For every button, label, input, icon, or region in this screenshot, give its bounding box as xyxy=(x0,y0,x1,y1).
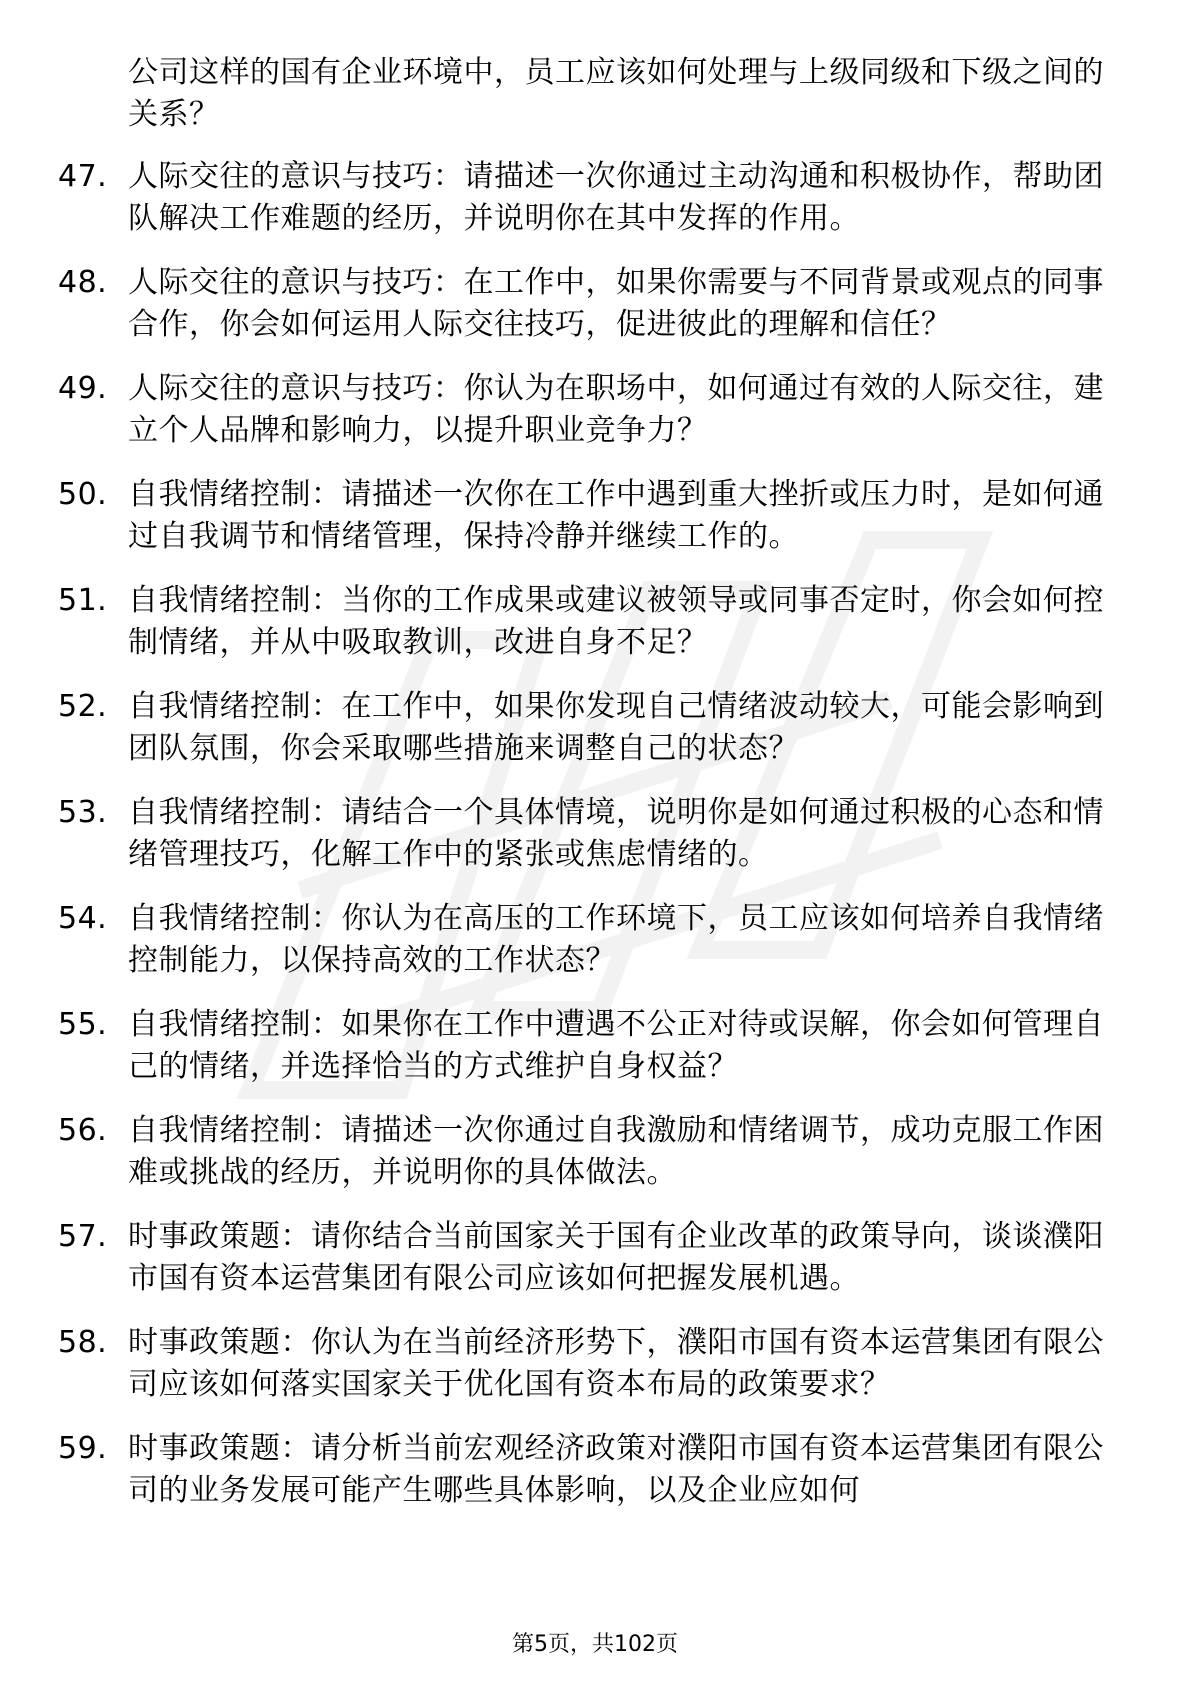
page-footer: 第5页，共102页 xyxy=(512,1632,678,1657)
question-text: 自我情绪控制：请描述一次你通过自我激励和情绪调节，成功克服工作困难或挑战的经历，并说明你的具体做法。 xyxy=(128,1113,1104,1190)
question-item xyxy=(0,474,1190,558)
question-list xyxy=(0,156,1190,1512)
question-number: 57. xyxy=(58,1219,108,1254)
continuation-paragraph: 公司这样的国有企业环境中，员工应该如何处理与上级同级和下级之间的关系？ xyxy=(128,55,1104,132)
question-text: 人际交往的意识与技巧：请描述一次你通过主动沟通和积极协作，帮助团队解决工作难题的经历，并说明你在其中发挥的作用。 xyxy=(128,159,1104,236)
question-text: 时事政策题：你认为在当前经济形势下，濮阳市国有资本运营集团有限公司应该如何落实国家关于优化国有资本布局的政策要求？ xyxy=(128,1325,1104,1402)
question-item xyxy=(0,368,1190,452)
question-item xyxy=(0,1322,1190,1406)
question-item xyxy=(0,1110,1190,1194)
question-text: 自我情绪控制：你认为在高压的工作环境下，员工应该如何培养自我情绪控制能力，以保持高效的工作状态？ xyxy=(128,901,1104,978)
question-item xyxy=(0,686,1190,770)
question-number: 56. xyxy=(58,1113,108,1148)
question-item xyxy=(0,792,1190,876)
question-item xyxy=(0,1004,1190,1088)
question-number: 53. xyxy=(58,795,108,830)
question-number: 58. xyxy=(58,1325,108,1360)
question-item xyxy=(0,156,1190,240)
question-text: 自我情绪控制：请结合一个具体情境，说明你是如何通过积极的心态和情绪管理技巧，化解工作中的紧张或焦虑情绪的。 xyxy=(128,795,1104,872)
question-number: 52. xyxy=(58,689,108,724)
question-item xyxy=(0,580,1190,664)
question-number: 47. xyxy=(58,159,108,194)
question-text: 人际交往的意识与技巧：在工作中，如果你需要与不同背景或观点的同事合作，你会如何运用人际交往技巧，促进彼此的理解和信任？ xyxy=(128,265,1104,342)
question-text: 自我情绪控制：当你的工作成果或建议被领导或同事否定时，你会如何控制情绪，并从中吸取教训，改进自身不足？ xyxy=(128,583,1104,660)
question-number: 49. xyxy=(58,371,108,406)
question-number: 59. xyxy=(58,1431,108,1466)
question-number: 48. xyxy=(58,265,108,300)
question-item xyxy=(0,898,1190,982)
question-text: 自我情绪控制：请描述一次你在工作中遇到重大挫折或压力时，是如何通过自我调节和情绪管理，保持冷静并继续工作的。 xyxy=(128,477,1104,554)
question-number: 50. xyxy=(58,477,108,512)
question-number: 51. xyxy=(58,583,108,618)
question-item xyxy=(0,262,1190,346)
question-text: 人际交往的意识与技巧：你认为在职场中，如何通过有效的人际交往，建立个人品牌和影响力，以提升职业竞争力？ xyxy=(128,371,1104,448)
question-text: 时事政策题：请你结合当前国家关于国有企业改革的政策导向，谈谈濮阳市国有资本运营集团有限公司应该如何把握发展机遇。 xyxy=(128,1219,1104,1296)
question-text: 自我情绪控制：如果你在工作中遭遇不公正对待或误解，你会如何管理自己的情绪，并选择恰当的方式维护自身权益？ xyxy=(128,1007,1104,1084)
question-number: 54. xyxy=(58,901,108,936)
question-text: 自我情绪控制：在工作中，如果你发现自己情绪波动较大，可能会影响到团队氛围，你会采取哪些措施来调整自己的状态？ xyxy=(128,689,1104,766)
question-item xyxy=(0,1428,1190,1512)
question-item xyxy=(0,1216,1190,1300)
question-text: 时事政策题：请分析当前宏观经济政策对濮阳市国有资本运营集团有限公司的业务发展可能产生哪些具体影响，以及企业应如何 xyxy=(128,1431,1104,1508)
question-number: 55. xyxy=(58,1007,108,1042)
